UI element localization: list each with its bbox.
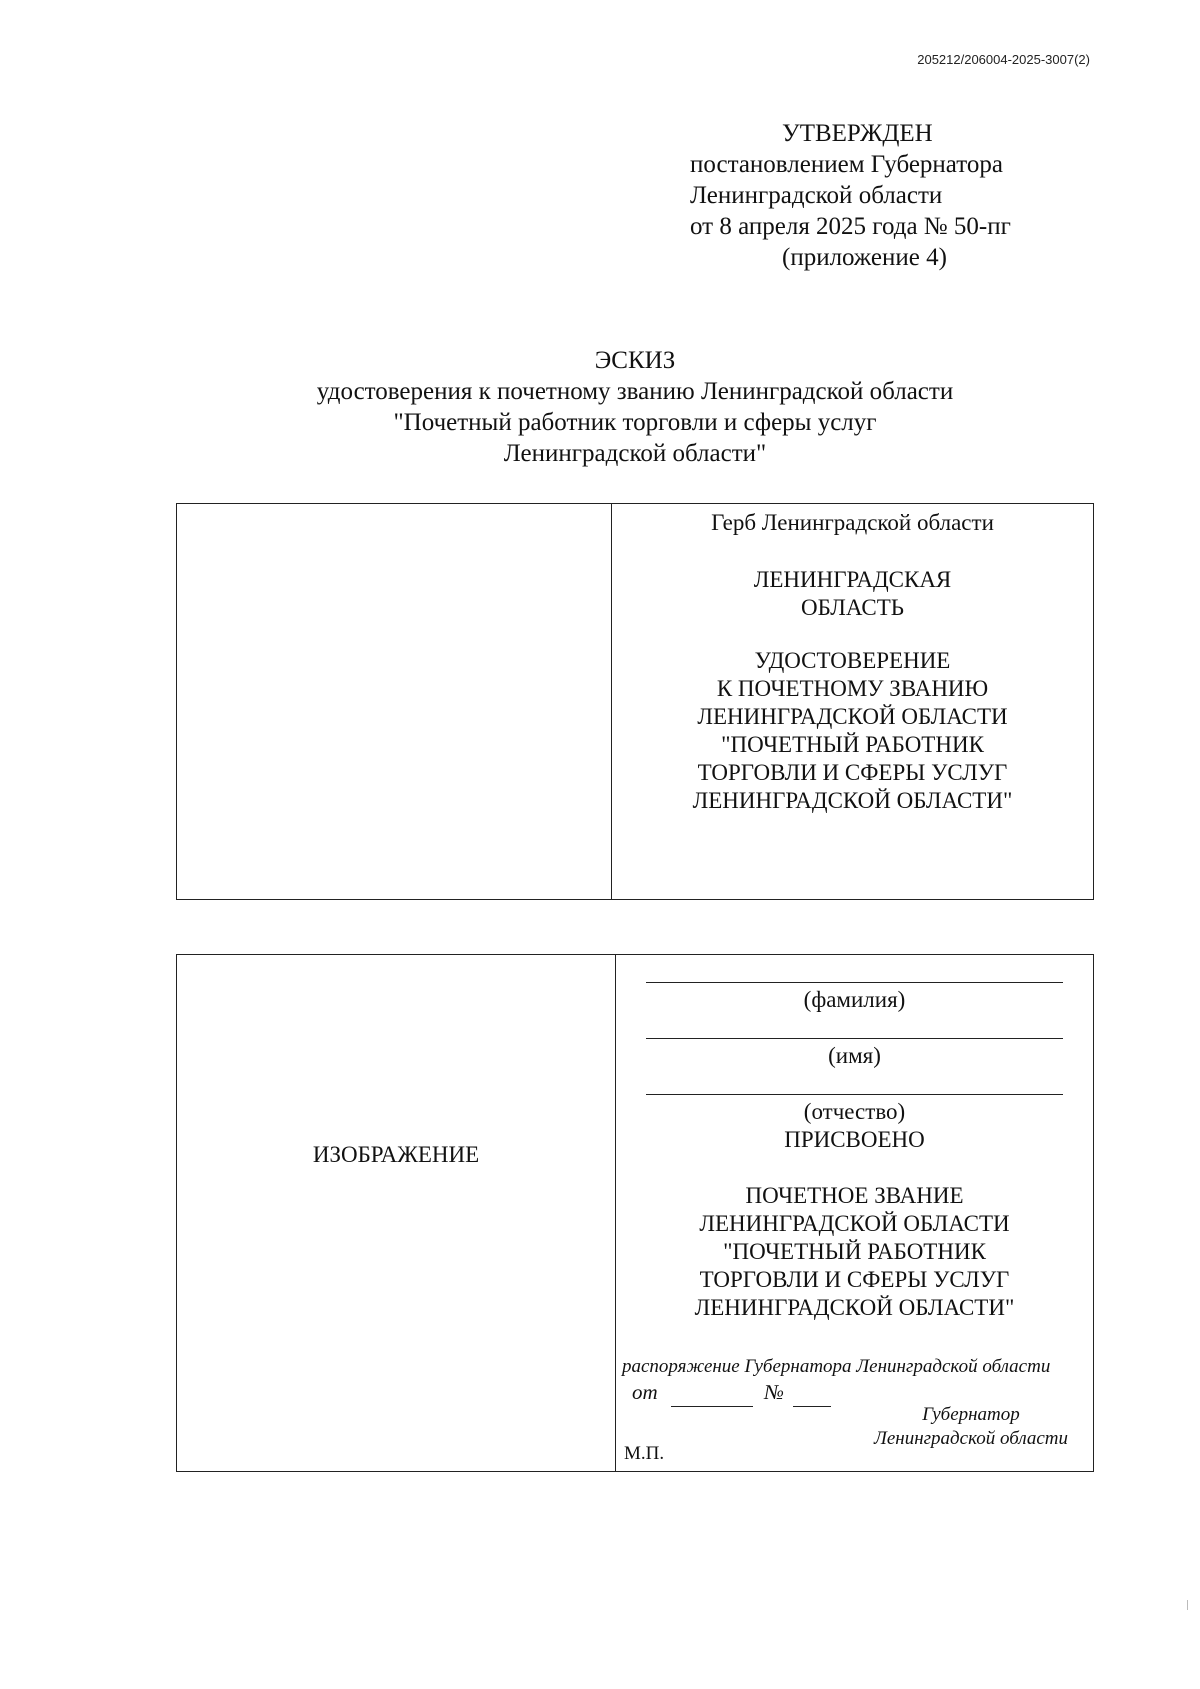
honorary-title-line: ПОЧЕТНОЕ ЗВАНИЕ [745,1183,964,1208]
certificate-inside-right-panel [616,955,1093,1471]
scan-artifact [1187,1600,1188,1610]
approval-heading: УТВЕРЖДЕН [782,120,933,147]
approval-appendix: (приложение 4) [782,244,947,271]
certificate-title-line: ЛЕНИНГРАДСКОЙ ОБЛАСТИ" [692,788,1013,813]
approval-block [690,118,1110,273]
title-line: Ленинградской области" [503,440,767,467]
patronymic-line [646,1094,1063,1095]
approval-line: Ленинградской области [690,182,943,209]
stamp-place-label: М.П. [624,1443,665,1464]
surname-line [646,982,1063,983]
title-heading: ЭСКИЗ [594,347,676,374]
region-name [612,566,1093,622]
honorary-title-line: "ПОЧЕТНЫЙ РАБОТНИК [723,1239,986,1264]
title-line: "Почетный работник торговли и сферы услуг [393,409,877,436]
certificate-title-line: К ПОЧЕТНОМУ ЗВАНИЮ [716,676,989,701]
certificate-title-line: ТОРГОВЛИ И СФЕРЫ УСЛУГ [697,760,1008,785]
governor-title: Губернатор [922,1404,1020,1425]
approval-line: постановлением Губернатора [690,151,1003,178]
document-title [0,345,1200,469]
patronymic-caption: (отчество) [803,1099,906,1124]
crest-label: Герб Ленинградской области [711,510,994,535]
surname-caption: (фамилия) [803,987,906,1012]
certificate-front [176,503,1094,900]
honorary-title [616,1182,1093,1322]
order-from-label: от [632,1380,658,1404]
region-line: ЛЕНИНГРАДСКАЯ [753,567,952,592]
certificate-title-line: "ПОЧЕТНЫЙ РАБОТНИК [721,732,984,757]
assigned-label: ПРИСВОЕНО [784,1127,925,1152]
certificate-front-right-panel [612,504,1093,899]
document-id: 205212/206004-2025-3007(2) [917,52,1090,67]
certificate-title [612,647,1093,815]
region-line: ОБЛАСТЬ [801,595,904,620]
certificate-title-line: УДОСТОВЕРЕНИЕ [754,648,951,673]
order-date-blank [671,1378,753,1407]
certificate-image-panel [177,955,616,1471]
image-placeholder-label: ИЗОБРАЖЕНИЕ [312,1142,480,1167]
order-text: распоряжение Губернатора Ленинградской области [622,1356,1051,1377]
order-number-sign: № [764,1380,784,1404]
governor-signature-block [841,1403,1101,1451]
order-number-blank [793,1378,831,1407]
certificate-front-left-panel [177,504,612,899]
honorary-title-line: ЛЕНИНГРАДСКОЙ ОБЛАСТИ [699,1211,1010,1236]
name-line [646,1038,1063,1039]
certificate-title-line: ЛЕНИНГРАДСКОЙ ОБЛАСТИ [697,704,1008,729]
title-line: удостоверения к почетному званию Ленинградской области [316,378,954,405]
governor-region: Ленинградской области [873,1428,1069,1449]
honorary-title-line: ЛЕНИНГРАДСКОЙ ОБЛАСТИ" [694,1295,1015,1320]
honorary-title-line: ТОРГОВЛИ И СФЕРЫ УСЛУГ [699,1267,1010,1292]
approval-line: от 8 апреля 2025 года № 50-пг [690,213,1011,240]
certificate-inside [176,954,1094,1472]
name-caption: (имя) [828,1043,881,1068]
